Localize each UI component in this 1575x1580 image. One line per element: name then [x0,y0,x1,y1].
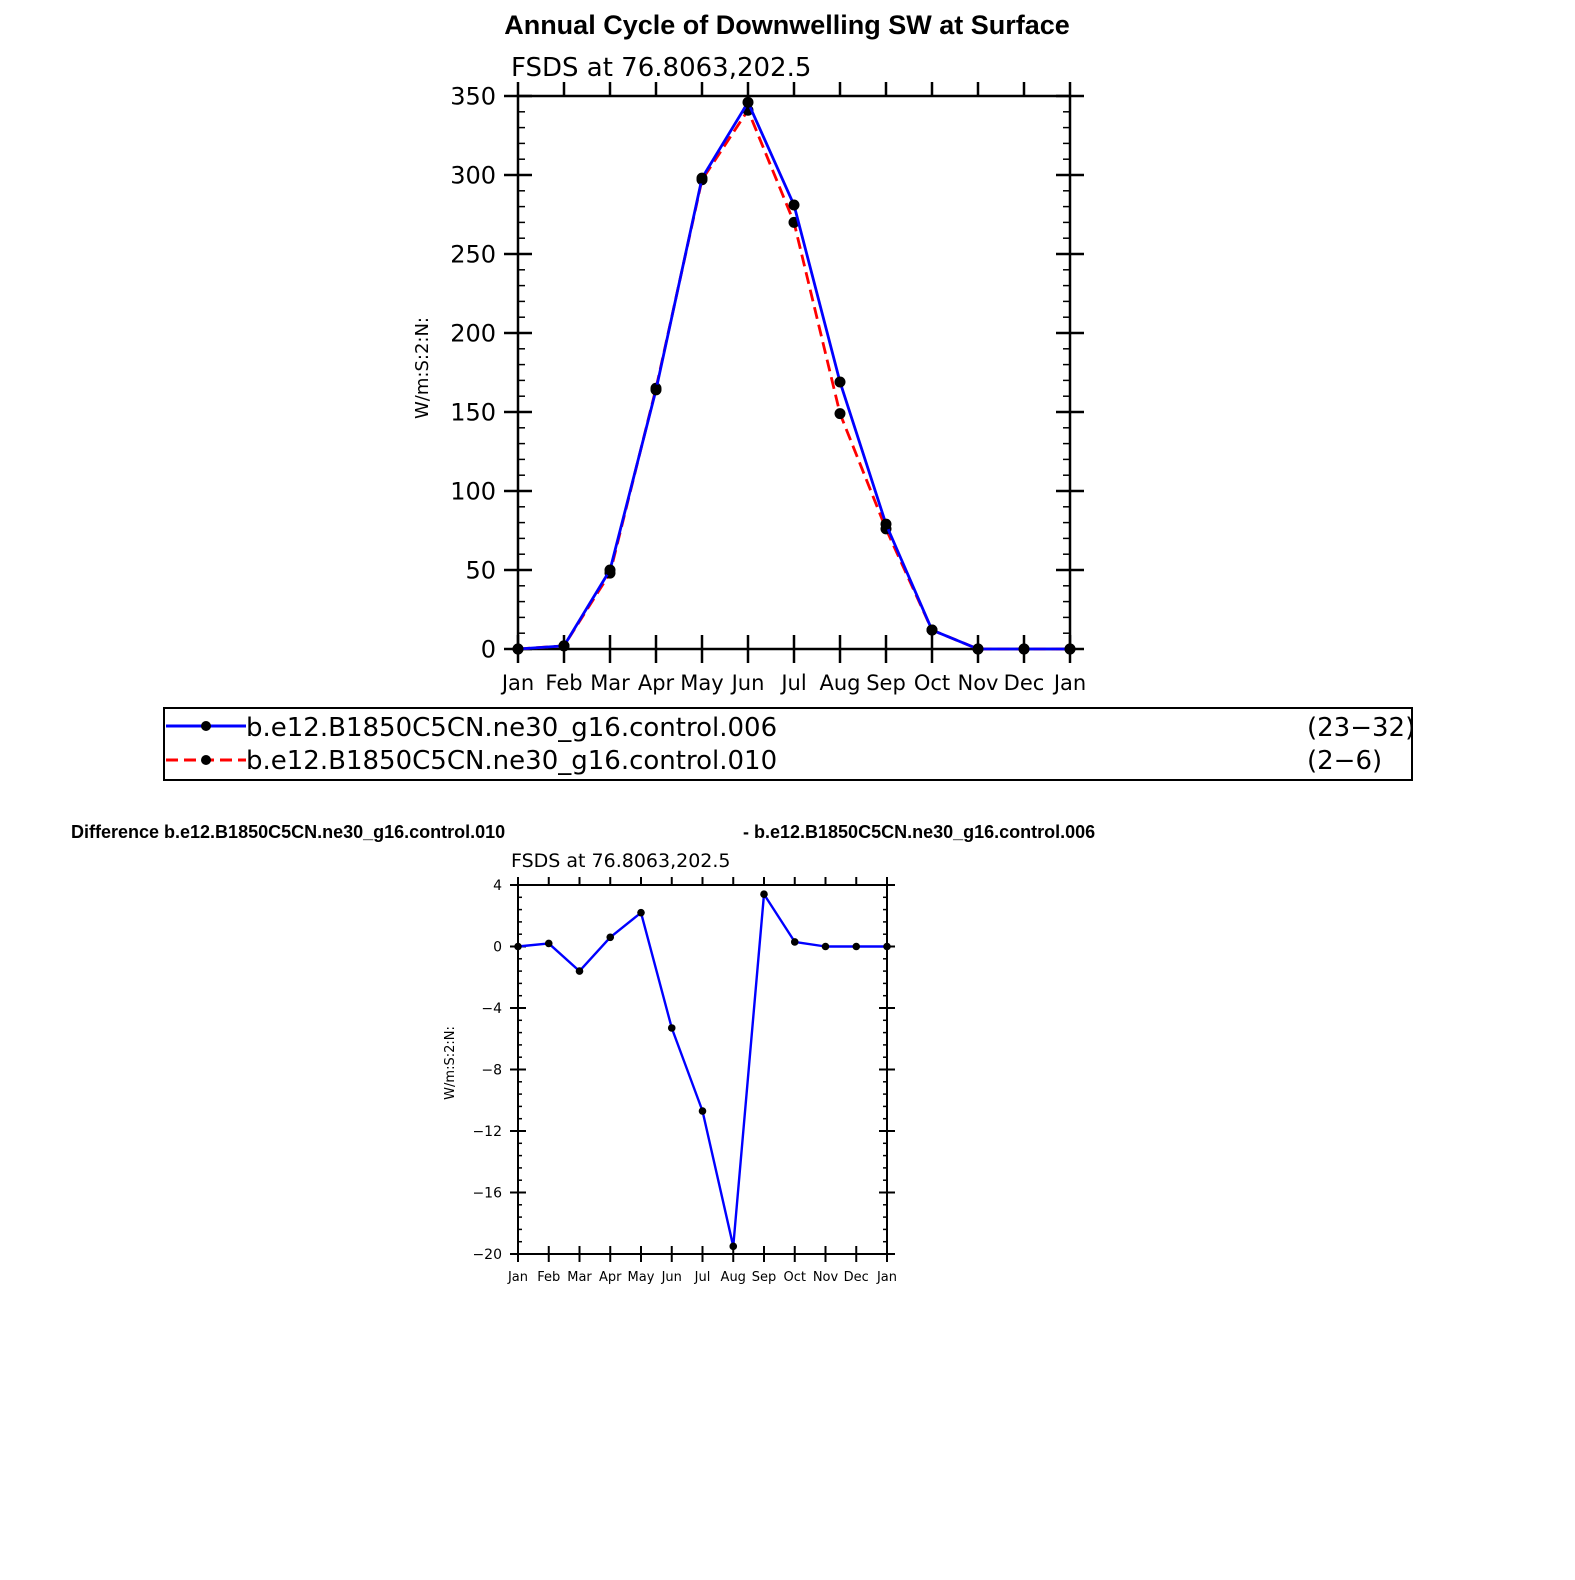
main-y-tick-label: 200 [450,319,496,348]
diff-x-tick-label: Nov [812,1270,839,1285]
main-x-tick-label: Apr [637,671,675,695]
diff-data-point [637,909,645,917]
main-y-tick-label: 250 [450,240,496,269]
diff-x-tick-label: Dec [843,1270,869,1285]
main-x-tick-label: Jul [781,671,807,695]
diff-x-tick-label: Sep [751,1270,777,1285]
diff-data-point [576,967,584,975]
main-data-point [1065,644,1076,655]
diff-x-tick-label: Oct [783,1270,806,1285]
main-data-point [697,173,708,184]
main-frame [518,96,1070,649]
diff-data-point [545,940,553,948]
diff-series-line [518,894,887,1246]
main-y-tick-label: 300 [450,161,496,190]
main-series-line [518,110,1070,649]
legend [164,708,1415,780]
diff-chart-ylabel: W/m:S:2:N: [443,1026,458,1100]
diff-data-point [760,890,768,898]
diff-x-tick-label: Jun [661,1270,682,1285]
diff-y-tick-label: 4 [493,877,502,894]
legend-entry-control-010 [166,746,1382,776]
main-x-tick-label: May [680,671,724,695]
main-data-point [927,625,938,636]
legend-label-control-006: b.e12.B1850C5CN.ne30_g16.control.006 [246,713,778,743]
main-data-point [513,644,524,655]
diff-chart-subtitle: FSDS at 76.8063,202.5 [511,850,731,872]
diff-data-point [699,1107,707,1115]
diff-x-tick-label: Aug [720,1270,746,1285]
legend-label-control-010: b.e12.B1850C5CN.ne30_g16.control.010 [246,746,778,776]
diff-chart-title-right: - b.e12.B1850C5CN.ne30_g16.control.006 [743,822,1096,842]
main-data-point [1019,644,1030,655]
legend-range-control-006: (23−32) [1307,713,1416,743]
main-chart-title: Annual Cycle of Downwelling SW at Surface [504,10,1070,40]
main-y-tick-label: 150 [450,398,496,427]
main-x-tick-label: Nov [957,671,999,695]
main-chart-subtitle: FSDS at 76.8063,202.5 [511,53,812,83]
main-data-point [743,97,754,108]
diff-plot-area [472,877,897,1285]
main-x-tick-label: Dec [1003,671,1045,695]
main-y-tick-label: 350 [450,82,496,111]
legend-entry-control-006 [166,713,1415,743]
main-y-tick-label: 50 [465,556,496,585]
diff-data-point [883,943,891,951]
legend-range-control-010: (2−6) [1307,746,1383,776]
diff-data-point [514,943,522,951]
legend-marker-blue [201,721,211,731]
diff-y-tick-label: −8 [481,1062,502,1079]
diff-data-point [852,943,860,951]
legend-marker-red [201,755,211,765]
main-x-tick-label: Oct [913,671,951,695]
diff-y-tick-label: 0 [493,939,502,956]
diff-data-point [729,1243,737,1251]
main-x-tick-label: Jan [1053,671,1087,695]
main-data-point [559,640,570,651]
main-chart-ylabel: W/m:S:2:N: [412,317,433,419]
main-x-tick-label: Feb [545,671,583,695]
main-x-tick-label: Sep [866,671,906,695]
diff-y-tick-label: −16 [472,1185,502,1202]
main-x-tick-label: Jun [731,671,765,695]
diff-data-point [668,1024,676,1032]
diff-data-point [822,943,830,951]
main-y-tick-label: 0 [480,635,496,664]
diff-y-tick-label: −12 [472,1123,502,1140]
diff-chart-title-left: Difference b.e12.B1850C5CN.ne30_g16.control.010 [71,822,506,842]
diff-y-tick-label: −4 [481,1000,502,1017]
diff-frame [518,885,887,1254]
main-data-point [835,376,846,387]
main-series-line [518,102,1070,649]
main-x-tick-label: Jan [501,671,535,695]
diff-x-tick-label: Jul [694,1270,711,1285]
diff-x-tick-label: Mar [567,1270,592,1285]
main-data-point [973,644,984,655]
diff-x-tick-label: Jan [876,1270,898,1285]
main-data-point [789,200,800,211]
main-data-point [605,565,616,576]
main-x-tick-label: Aug [819,671,861,695]
main-data-point [651,384,662,395]
diff-x-tick-label: May [627,1270,655,1285]
diff-data-point [791,938,799,946]
diff-x-tick-label: Jan [507,1270,529,1285]
main-data-point [835,408,846,419]
main-data-point [881,519,892,530]
main-x-tick-label: Mar [590,671,630,695]
main-y-tick-label: 100 [450,477,496,506]
diff-x-tick-label: Apr [599,1270,622,1285]
main-plot-area [450,82,1086,695]
diff-x-tick-label: Feb [537,1270,561,1285]
diff-y-tick-label: −20 [472,1246,502,1263]
diff-data-point [606,933,614,941]
